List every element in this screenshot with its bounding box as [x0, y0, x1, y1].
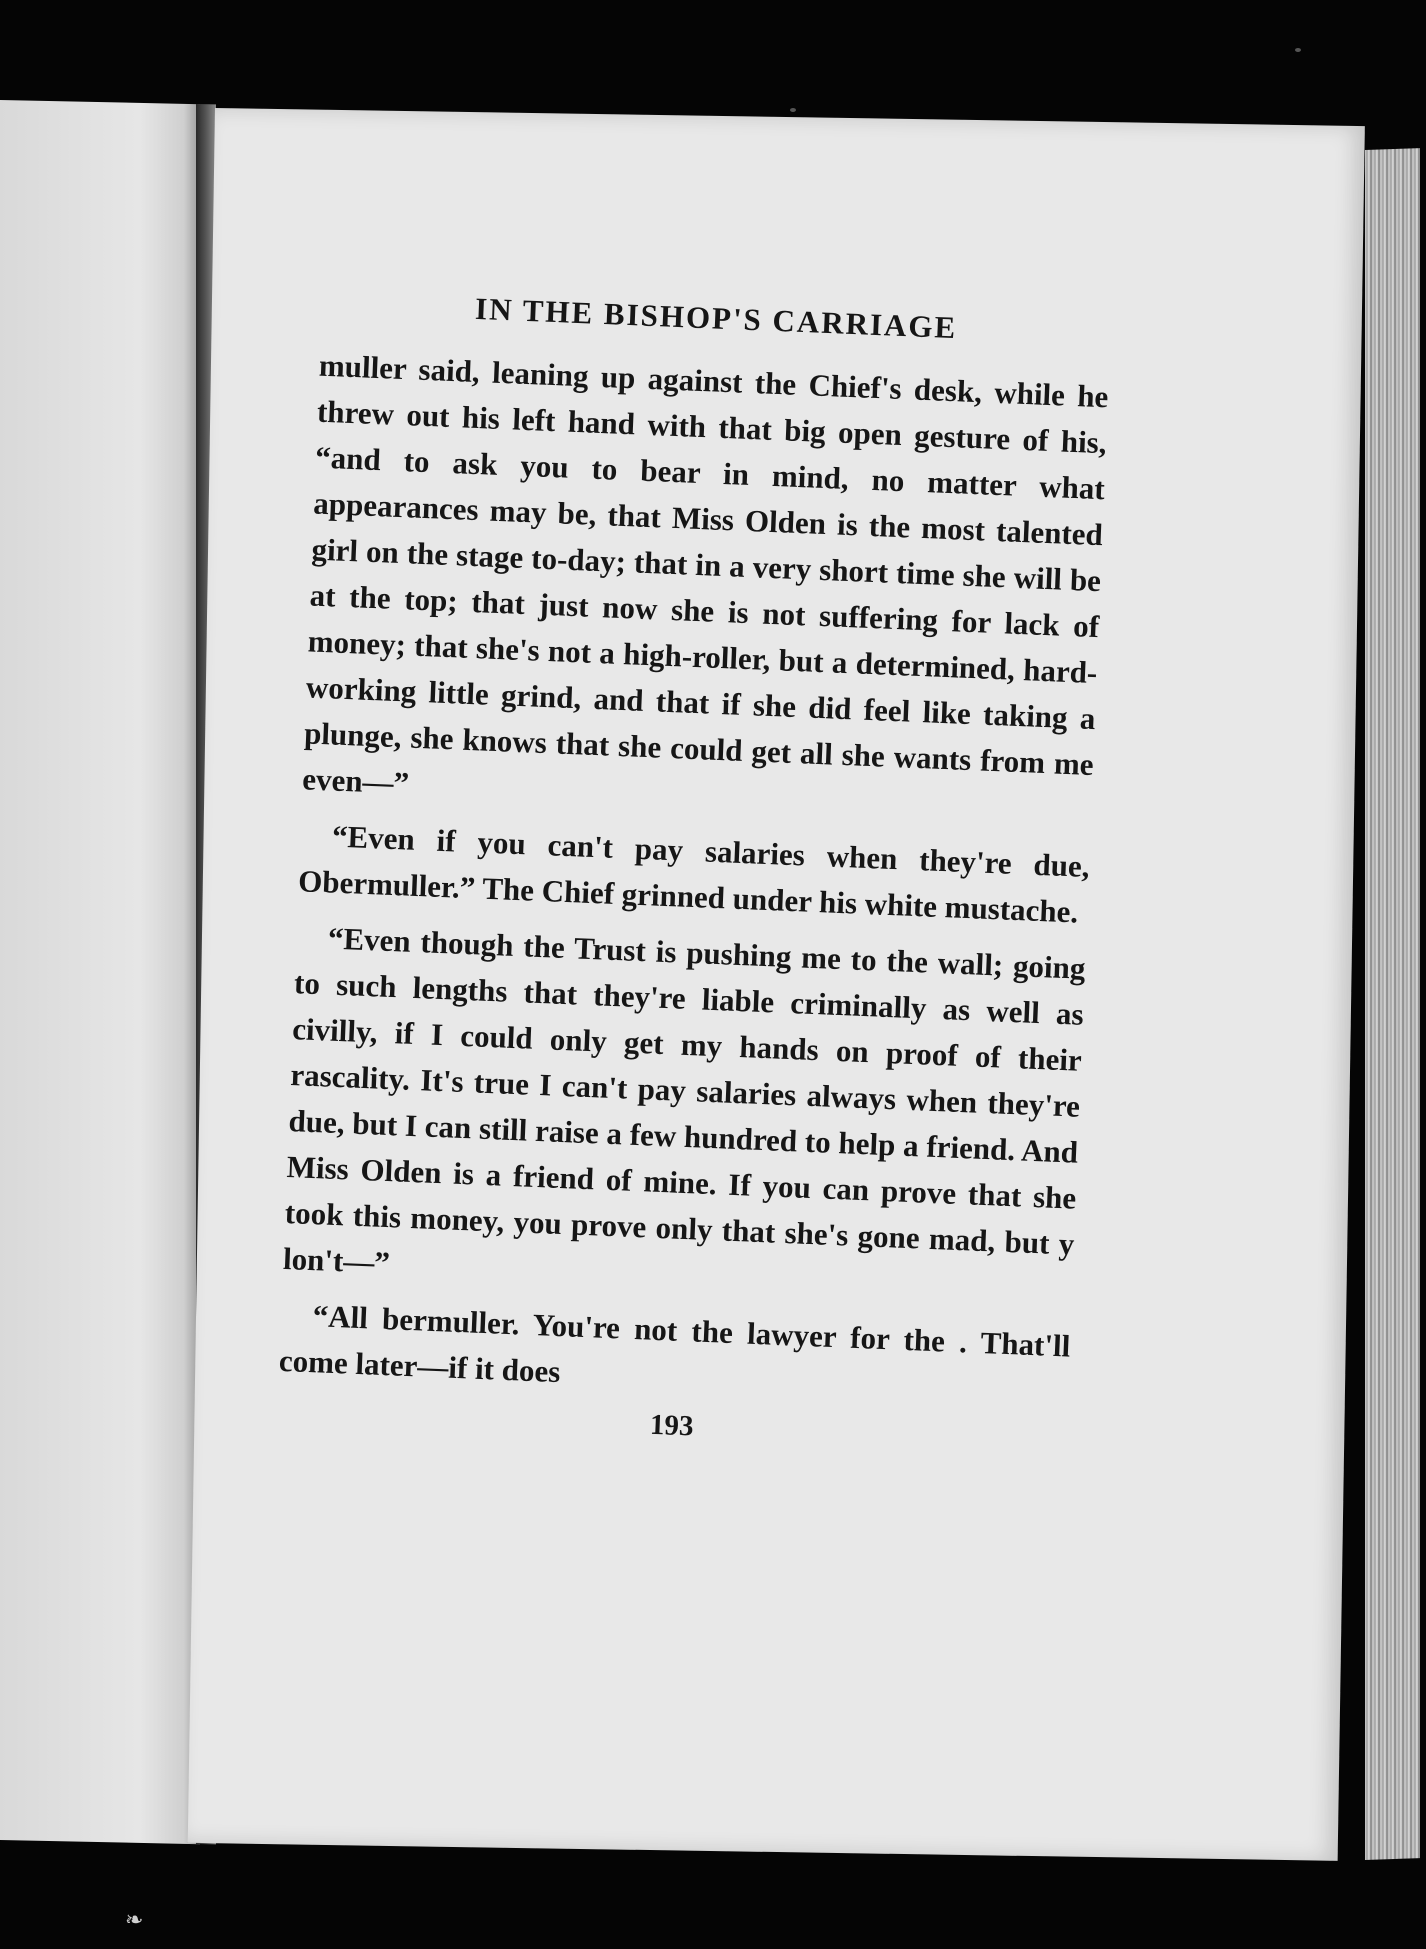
page-text-block	[276, 285, 1111, 1459]
running-head: IN THE BISHOP'S CARRIAGE	[474, 290, 958, 346]
scan-corner-mark: ❧	[125, 1908, 144, 1933]
paragraph: “All bermuller. You're not the lawyer for the . That'll come later—if it does	[278, 1298, 1071, 1390]
previous-page-edge	[0, 100, 200, 1844]
paragraph: “Even if you can't pay salaries when they're due, Obermuller.” The Chief grinned under his white mustache.	[297, 818, 1091, 930]
dust-speck	[790, 108, 796, 112]
paragraph: muller said, leaning up against the Chief's desk, while he threw out his left hand with that big open gesture of his, “and to ask you to bear in mind, no matter what appearances may be, that Miss Olden is the most talented girl on the stage to-day; that in a very short time she will be at the top; that just now she is not suffering for lack of money; that she's not a high-roller, but a determined, hard-working little grind, and that if she did feel like taking a plunge, she knows that she could get all she wants from me even—”	[301, 347, 1110, 801]
book-page	[188, 108, 1365, 1861]
dust-speck	[1295, 48, 1301, 52]
paragraph: “Even though the Trust is pushing me to the wall; going to such lengths that they're liable criminally as well as civilly, if I could only get my hands on proof of their rascality. It's true I can't pay salaries always when they're due, but I can still raise a few hundred to help a friend. And Miss Olden is a friend of mine. If you can prove that she took this money, you prove only that she's gone mad, but y lon't—”	[282, 920, 1087, 1281]
page-number: 193	[649, 1408, 695, 1443]
page-stack-edges	[1365, 148, 1420, 1860]
